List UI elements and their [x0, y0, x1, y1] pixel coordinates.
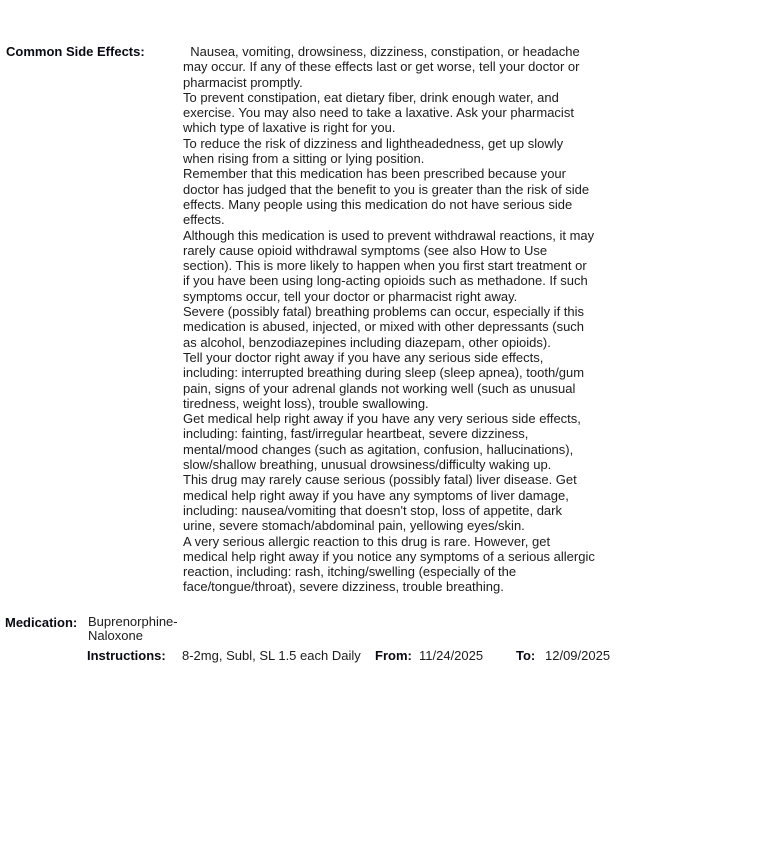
side-effects-line: slow/shallow breathing, unusual drowsiness/difficulty waking up.	[183, 457, 552, 473]
side-effects-line: medication is abused, injected, or mixed with other depressants (such	[183, 319, 585, 335]
side-effects-line: face/tongue/throat), severe dizziness, trouble breathing.	[183, 579, 504, 595]
side-effects-line: including: nausea/vomiting that doesn't stop, loss of appetite, dark	[183, 502, 562, 518]
side-effects-line: reaction, including: rash, itching/swelling (especially of the	[183, 564, 517, 580]
side-effects-line: Get medical help right away if you have any very serious side effects,	[183, 411, 581, 427]
medication-value: Buprenorphine-Naloxone	[88, 614, 178, 643]
side-effects-line: To prevent constipation, eat dietary fiber, drink enough water, and	[183, 89, 559, 105]
from-date-value: 11/24/2025	[419, 648, 484, 663]
side-effects-line: Remember that this medication has been prescribed because your	[183, 166, 566, 182]
common-side-effects-label: Common Side Effects:	[6, 44, 145, 59]
side-effects-line: including: interrupted breathing during sleep (sleep apnea), tooth/gum	[183, 365, 585, 381]
instructions-label: Instructions:	[87, 648, 166, 663]
side-effects-line: Severe (possibly fatal) breathing problems can occur, especially if this	[183, 304, 585, 320]
instructions-value: 8-2mg, Subl, SL 1.5 each Daily	[182, 648, 361, 663]
side-effects-line: as alcohol, benzodiazepines including diazepam, other opioids).	[183, 334, 551, 350]
side-effects-line: rarely cause opioid withdrawal symptoms (see also How to Use	[183, 242, 548, 258]
side-effects-line: To reduce the risk of dizziness and lightheadedness, get up slowly	[183, 135, 564, 151]
side-effects-line: if you have been using long-acting opioids such as methadone. If such	[183, 273, 588, 289]
side-effects-line: tiredness, weight loss), trouble swallowing.	[183, 395, 429, 411]
side-effects-line: doctor has judged that the benefit to you is greater than the risk of side	[183, 181, 590, 197]
side-effects-line: medical help right away if you have any symptoms of liver damage,	[183, 487, 569, 503]
side-effects-line: which type of laxative is right for you.	[183, 120, 396, 136]
side-effects-line: medical help right away if you notice any symptoms of a serious allergic	[183, 548, 595, 564]
side-effects-line: Tell your doctor right away if you have any serious side effects,	[183, 349, 544, 365]
side-effects-line: A very serious allergic reaction to this drug is rare. However, get	[183, 533, 551, 549]
side-effects-line: Nausea, vomiting, drowsiness, dizziness, constipation, or headache	[183, 44, 580, 59]
side-effects-line: including: fainting, fast/irregular heartbeat, severe dizziness,	[183, 426, 529, 442]
side-effects-line: may occur. If any of these effects last or get worse, tell your doctor or	[183, 59, 580, 75]
side-effects-line: effects.	[183, 212, 225, 228]
side-effects-line: section). This is more likely to happen when you first start treatment or	[183, 258, 587, 274]
from-label: From:	[375, 648, 412, 663]
side-effects-line: exercise. You may also need to take a laxative. Ask your pharmacist	[183, 105, 574, 121]
side-effects-line: effects. Many people using this medication do not have serious side	[183, 196, 573, 212]
side-effects-line: This drug may rarely cause serious (possibly fatal) liver disease. Get	[183, 472, 577, 488]
side-effects-line: Although this medication is used to prevent withdrawal reactions, it may	[183, 227, 595, 243]
side-effects-line: urine, severe stomach/abdominal pain, yellowing eyes/skin.	[183, 518, 525, 534]
side-effects-line: when rising from a sitting or lying position.	[183, 151, 425, 167]
side-effects-text	[183, 44, 643, 595]
side-effects-line: pain, signs of your adrenal glands not working well (such as unusual	[183, 380, 576, 396]
medication-label: Medication:	[5, 615, 78, 630]
to-label: To:	[516, 648, 536, 663]
to-date-value: 12/09/2025	[545, 648, 611, 663]
side-effects-line: mental/mood changes (such as agitation, confusion, hallucinations),	[183, 441, 574, 457]
side-effects-line: symptoms occur, tell your doctor or pharmacist right away.	[183, 288, 518, 304]
side-effects-line: pharmacist promptly.	[183, 74, 303, 90]
